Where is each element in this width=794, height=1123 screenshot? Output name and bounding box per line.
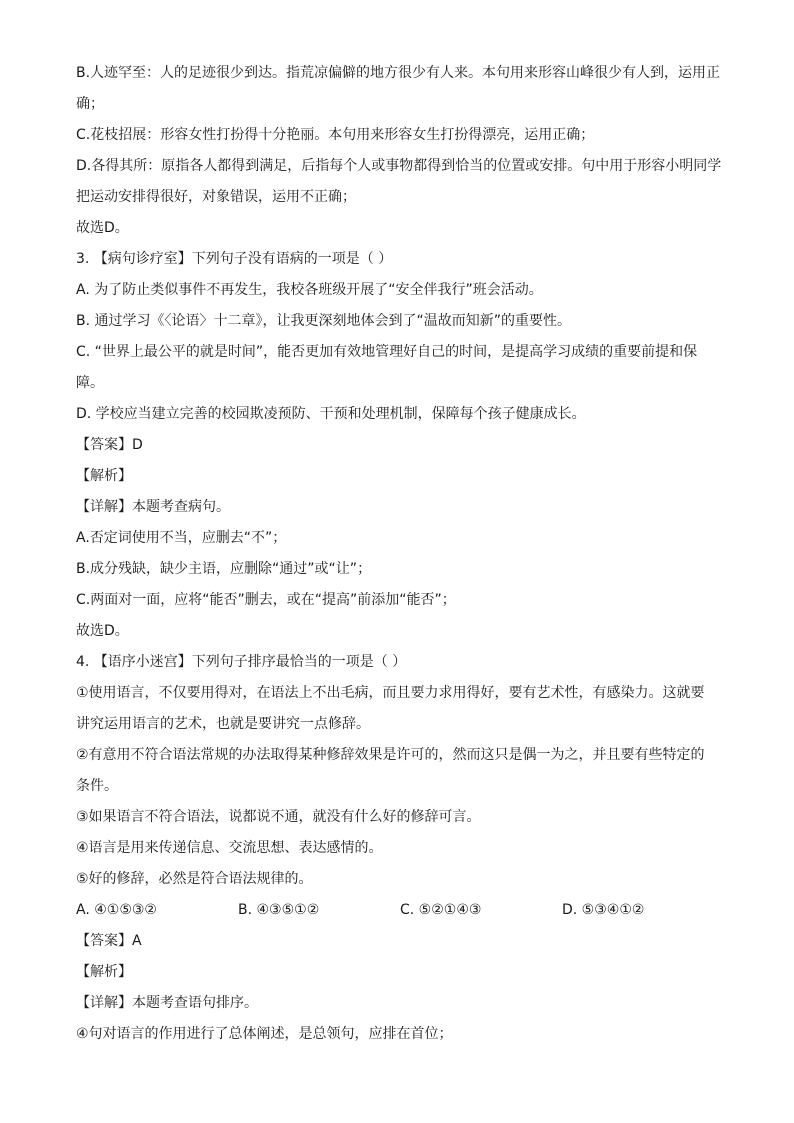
option-c: C. ⑤②①④③ bbox=[400, 902, 482, 918]
option-d: D. 学校应当建立完善的校园欺凌预防、干预和处理机制，保障每个孩子健康成长。 bbox=[76, 406, 586, 422]
document-body bbox=[76, 58, 726, 1050]
option-d: D. ⑤③④①② bbox=[562, 902, 645, 918]
text-line: 条件。 bbox=[76, 778, 118, 794]
analysis-label: 【解析】 bbox=[76, 964, 132, 980]
sentence-3: ③如果语言不符合语法，说都说不通，就没有什么好的修辞可言。 bbox=[76, 809, 481, 825]
text-line: 故选D。 bbox=[76, 220, 129, 236]
detail-label: 【详解】本题考查病句。 bbox=[76, 499, 230, 515]
text-line: C.花枝招展：形容女性打扮得十分艳丽。本句用来形容女生打扮得漂亮，运用正确； bbox=[76, 127, 595, 143]
text-line: 确； bbox=[76, 96, 104, 112]
text-line: 把运动安排得很好，对象错误，运用不正确； bbox=[76, 189, 356, 205]
sentence-4: ④语言是用来传递信息、交流思想、表达感情的。 bbox=[76, 840, 383, 856]
option-b: B. ④③⑤①② bbox=[238, 902, 320, 918]
text-line: 讲究运用语言的艺术，也就是要讲究一点修辞。 bbox=[76, 716, 370, 732]
analysis-label: 【解析】 bbox=[76, 468, 132, 484]
sentence-2: ②有意用不符合语法常规的办法取得某种修辞效果是许可的，然而这只是偶一为之，并且要有些特定的 bbox=[76, 747, 705, 763]
text-line: 障。 bbox=[76, 375, 104, 391]
text-line: B.成分残缺，缺少主语，应删除“通过”或“让”； bbox=[76, 561, 372, 577]
options-row bbox=[76, 895, 726, 926]
option-a: A. 为了防止类似事件不再发生，我校各班级开展了“安全伴我行”班会活动。 bbox=[76, 282, 543, 298]
text-line: 故选D。 bbox=[76, 623, 129, 639]
text-line: B.人迹罕至：人的足迹很少到达。指荒凉偏僻的地方很少有人来。本句用来形容山峰很少有人到，运用正 bbox=[76, 65, 721, 81]
option-c: C. “世界上最公平的就是时间”，能否更加有效地管理好自己的时间，是提高学习成绩的重要前提和保 bbox=[76, 344, 698, 360]
text-line: C.两面对一面，应将“能否”删去，或在“提高”前添加“能否”； bbox=[76, 592, 456, 608]
sentence-1: ①使用语言，不仅要用得对，在语法上不出毛病，而且要力求用得好，要有艺术性，有感染力。这就要 bbox=[76, 685, 705, 701]
option-a: A. ④①⑤③② bbox=[76, 902, 157, 918]
detail-label: 【详解】本题考查语句排序。 bbox=[76, 995, 258, 1011]
text-line: A.否定词使用不当，应删去“不”； bbox=[76, 530, 287, 546]
question-4-title: 4. 【语序小迷宫】下列句子排序最恰当的一项是（ ） bbox=[76, 654, 407, 670]
answer-label: 【答案】A bbox=[76, 933, 142, 949]
answer-label: 【答案】D bbox=[76, 437, 143, 453]
sentence-5: ⑤好的修辞，必然是符合语法规律的。 bbox=[76, 871, 313, 887]
option-b: B. 通过学习《〈论语〉十二章》，让我更深刻地体会到了“温故而知新”的重要性。 bbox=[76, 313, 572, 329]
text-line: D.各得其所：原指各人都得到满足，后指每个人或事物都得到恰当的位置或安排。句中用于形容小明同学 bbox=[76, 158, 722, 174]
question-3-title: 3. 【病句诊疗室】下列句子没有语病的一项是（ ） bbox=[76, 251, 393, 267]
text-line: ④句对语言的作用进行了总体阐述，是总领句，应排在首位； bbox=[76, 1026, 453, 1042]
